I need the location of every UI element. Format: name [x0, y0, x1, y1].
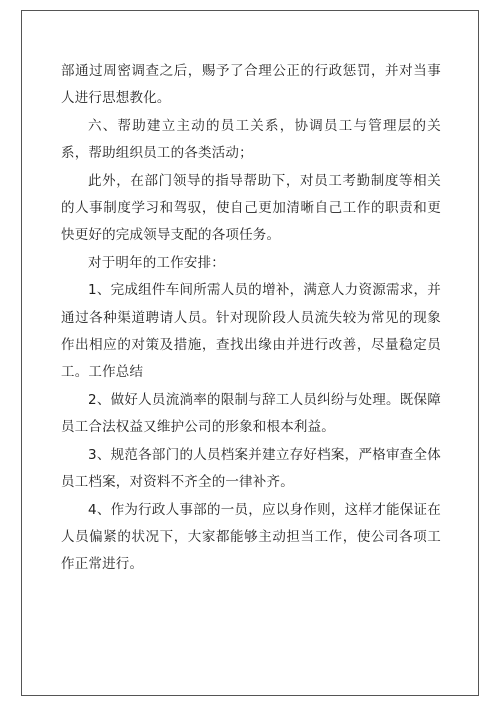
- document-body: [61, 58, 441, 579]
- paragraph-3: 此外，在部门领导的指导帮助下，对员工考勤制度等相关的人事制度学习和驾驭，使自己更加清晰自己工作的职责和更快更好的完成领导支配的各项任务。: [61, 172, 441, 244]
- paragraph-4: 对于明年的工作安排：: [88, 254, 225, 271]
- paragraph-5: 1、完成组件车间所需人员的增补，满意人力资源需求，并通过各种渠道聘请人员。针对现阶段人员流失较为常见的现象作出相应的对策及措施，查找出缘由并进行改善，尽量稳定员工。工作总结: [61, 282, 441, 381]
- paragraph-8: 4、作为行政人事部的一员，应以身作则，这样才能保证在人员偏紧的状况下，大家都能够主动担当工作，使公司各项工作正常进行。: [61, 501, 441, 573]
- paragraph-2: 六、帮助建立主动的员工关系，协调员工与管理层的关系，帮助组织员工的各类活动；: [61, 117, 441, 162]
- paragraph-6: 2、做好人员流淌率的限制与辞工人员纠纷与处理。既保障员工合法权益又维护公司的形象和根本利益。: [61, 391, 441, 436]
- paragraph-1: 部通过周密调查之后，赐予了合理公正的行政惩罚，并对当事人进行思想教化。: [61, 63, 441, 107]
- paragraph-7: 3、规范各部门的人员档案并建立存好档案，严格审查全体员工档案，对资料不齐全的一律补齐。: [61, 446, 441, 491]
